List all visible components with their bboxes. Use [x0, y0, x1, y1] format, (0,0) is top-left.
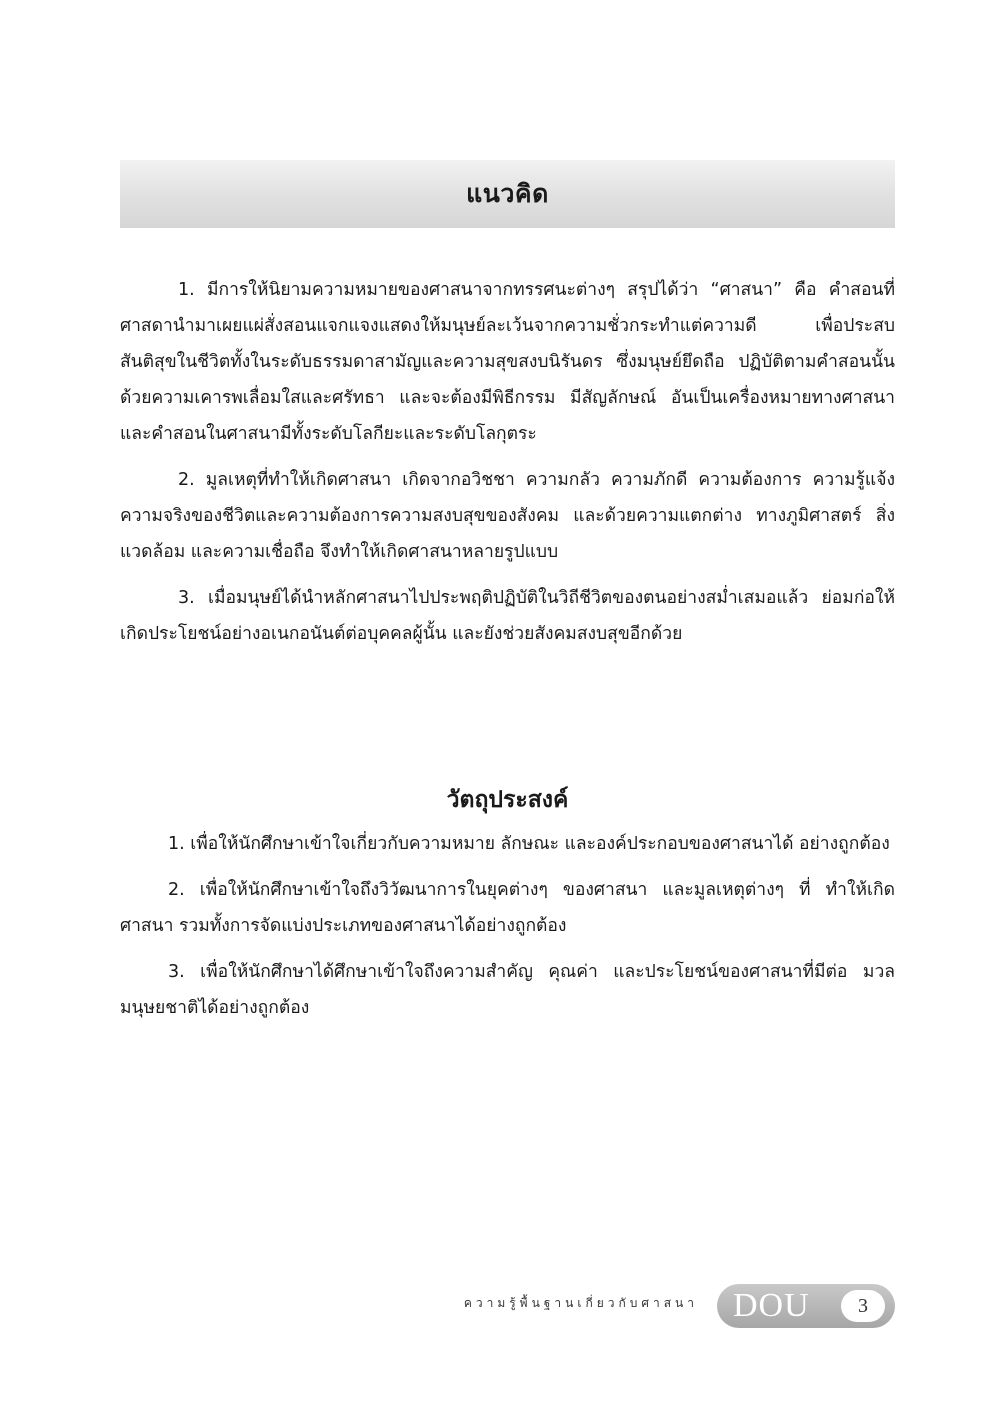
objectives-section — [120, 782, 895, 1036]
page-number: 3 — [841, 1290, 885, 1322]
concept-paragraph-2: 2. มูลเหตุที่ทำให้เกิดศาสนา เกิดจากอวิชชา ความกลัว ความภักดี ความต้องการ ความรู้แจ้งความจริงของชีวิตและความต้องการความสงบสุขของสังคม และด้วยความแตกต่าง ทางภูมิศาสตร์ สิ่งแวดล้อม และความเชื่อถือ จึงทำให้เกิดศาสนาหลายรูปแบบ — [120, 470, 895, 562]
objective-paragraph-2: 2. เพื่อให้นักศึกษาเข้าใจถึงวิวัฒนาการในยุคต่างๆ ของศาสนา และมูลเหตุต่างๆ ที่ ทำให้เกิดศาสนา รวมทั้งการจัดแบ่งประเภทของศาสนาได้อย่างถูกต้อง — [120, 880, 895, 936]
concept-paragraph-3: 3. เมื่อมนุษย์ได้นำหลักศาสนาไปประพฤติปฏิบัติในวิถีชีวิตของตนอย่างสม่ำเสมอแล้ว ย่อมก่อให้เกิดประโยชน์อย่างอเนกอนันต์ต่อบุคคลผู้นั้น และยังช่วยสังคมสงบสุขอีกด้วย — [120, 588, 895, 644]
concepts-heading: แนวคิด — [466, 179, 549, 208]
concept-paragraph-1: 1. มีการให้นิยามความหมายของศาสนาจากทรรศนะต่างๆ สรุปได้ว่า “ศาสนา” คือ คำสอนที่ศาสดานำมาเผยแผ่สั่งสอนแจกแจงแสดงให้มนุษย์ละเว้นจากความชั่วกระทำแต่ความดี เพื่อประสบสันติสุขในชีวิตทั้งในระดับธรรมดาสามัญและความสุขสงบนิรันดร ซึ่งมนุษย์ยึดถือ ปฏิบัติตามคำสอนนั้นด้วยความเคารพเลื่อมใสและศรัทธา และจะต้องมีพิธีกรรม มีสัญลักษณ์ อันเป็นเครื่องหมายทางศาสนา และคำสอนในศาสนามีทั้งระดับโลกียะและระดับโลกุตระ — [120, 280, 895, 444]
concepts-heading-banner — [120, 160, 895, 228]
page-footer — [0, 1282, 1000, 1332]
objective-paragraph-3: 3. เพื่อให้นักศึกษาได้ศึกษาเข้าใจถึงความสำคัญ คุณค่า และประโยชน์ของศาสนาที่มีต่อ มวลมนุษยชาติได้อย่างถูกต้อง — [120, 962, 895, 1018]
objective-paragraph-1: 1. เพื่อให้นักศึกษาเข้าใจเกี่ยวกับความหมาย ลักษณะ และองค์ประกอบของศาสนาได้ อย่างถูกต้อง — [168, 834, 890, 854]
objectives-heading: วัตถุประสงค์ — [446, 787, 569, 813]
footer-course-title: ความรู้พื้นฐานเกี่ยวกับศาสนา — [463, 1296, 698, 1310]
concepts-section — [120, 272, 895, 662]
dou-logo-text: DOU — [733, 1287, 810, 1324]
dou-badge — [717, 1284, 895, 1328]
